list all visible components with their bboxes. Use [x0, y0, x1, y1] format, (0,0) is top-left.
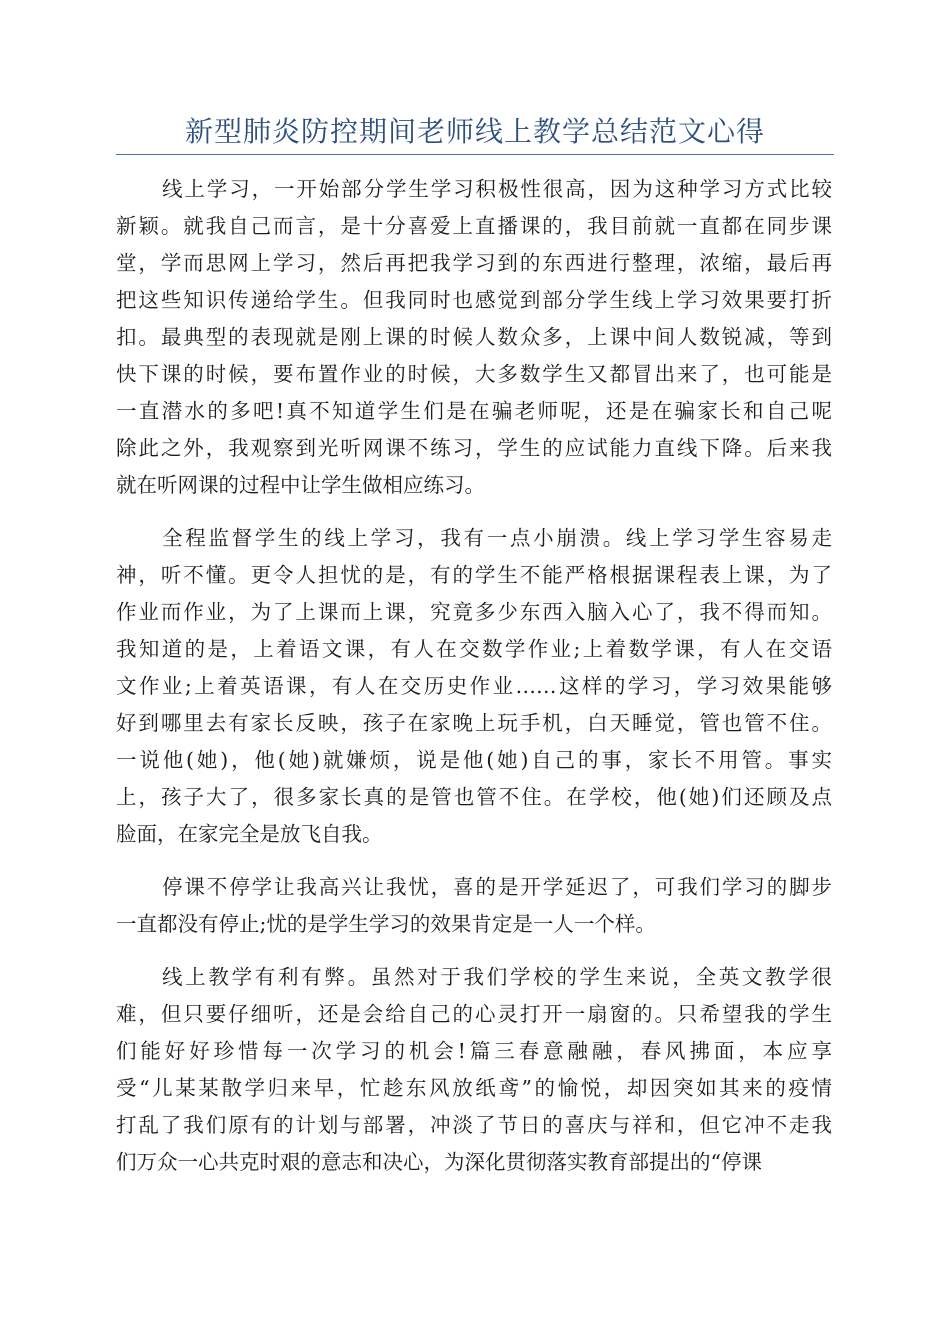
- paragraph-line: 线上教学有利有弊。虽然对于我们学校的学生来说，全英文教学很: [162, 965, 832, 989]
- paragraph-line: 们万众一心共克时艰的意志和决心，为深化贯彻落实教育部提出的“停课: [116, 1150, 762, 1174]
- paragraph-line: 把这些知识传递给学生。但我同时也感觉到部分学生线上学习效果要打折: [116, 288, 832, 312]
- paragraph-line: 除此之外，我观察到光听网课不练习，学生的应试能力直线下降。后来我: [116, 436, 832, 460]
- document-title: 新型肺炎防控期间老师线上教学总结范文心得: [184, 115, 765, 148]
- paragraph-line: 一直都没有停止;忧的是学生学习的效果肯定是一人一个样。: [116, 912, 656, 936]
- paragraph-line: 神，听不懂。更令人担忧的是，有的学生不能严格根据课程表上课，为了: [116, 563, 832, 587]
- title-underline: [116, 154, 834, 155]
- paragraph-line: 快下课的时候，要布置作业的时候，大多数学生又都冒出来了，也可能是: [116, 362, 832, 386]
- paragraph-line: 扣。最典型的表现就是刚上课的时候人数众多，上课中间人数锐减，等到: [116, 325, 832, 349]
- paragraph-line: 作业而作业，为了上课而上课，究竟多少东西入脑入心了，我不得而知。: [116, 600, 832, 624]
- paragraph-line: 打乱了我们原有的计划与部署，冲淡了节日的喜庆与祥和，但它冲不走我: [116, 1113, 832, 1137]
- paragraph-line: 脸面，在家完全是放飞自我。: [116, 822, 383, 846]
- paragraph: [116, 171, 832, 504]
- paragraph: [116, 869, 832, 943]
- paragraph-line: 线上学习，一开始部分学生学习积极性很高，因为这种学习方式比较: [162, 177, 832, 201]
- paragraph-line: 新颖。就我自己而言，是十分喜爱上直播课的，我目前就一直都在同步课: [116, 214, 832, 238]
- paragraph-line: 一直潜水的多吧!真不知道学生们是在骗老师呢，还是在骗家长和自己呢: [116, 399, 832, 423]
- paragraph-line: 就在听网课的过程中让学生做相应练习。: [116, 473, 485, 497]
- paragraph-line: 文作业;上着英语课，有人在交历史作业……这样的学习，学习效果能够: [116, 674, 832, 698]
- paragraph-line: 上，孩子大了，很多家长真的是管也管不住。在学校，他(她)们还顾及点: [116, 785, 832, 809]
- document-body: [116, 171, 832, 1197]
- paragraph-line: 全程监督学生的线上学习，我有一点小崩溃。线上学习学生容易走: [162, 526, 832, 550]
- paragraph-line: 停课不停学让我高兴让我忧，喜的是开学延迟了，可我们学习的脚步: [162, 875, 832, 899]
- paragraph-line: 一说他(她)，他(她)就嫌烦，说是他(她)自己的事，家长不用管。事实: [116, 748, 832, 772]
- paragraph: [116, 959, 832, 1181]
- paragraph: [116, 520, 832, 853]
- paragraph-line: 堂，学而思网上学习，然后再把我学习到的东西进行整理，浓缩，最后再: [116, 251, 832, 275]
- paragraph-line: 受“儿某某散学归来早，忙趁东风放纸鸢”的愉悦，却因突如其来的疫情: [116, 1076, 832, 1100]
- paragraph-line: 们能好好珍惜每一次学习的机会!篇三春意融融，春风拂面，本应享: [116, 1039, 832, 1063]
- paragraph-line: 好到哪里去有家长反映，孩子在家晚上玩手机，白天睡觉，管也管不住。: [116, 711, 832, 735]
- paragraph-line: 我知道的是，上着语文课，有人在交数学作业;上着数学课，有人在交语: [116, 637, 832, 661]
- paragraph-line: 难，但只要仔细听，还是会给自己的心灵打开一扇窗的。只希望我的学生: [116, 1002, 832, 1026]
